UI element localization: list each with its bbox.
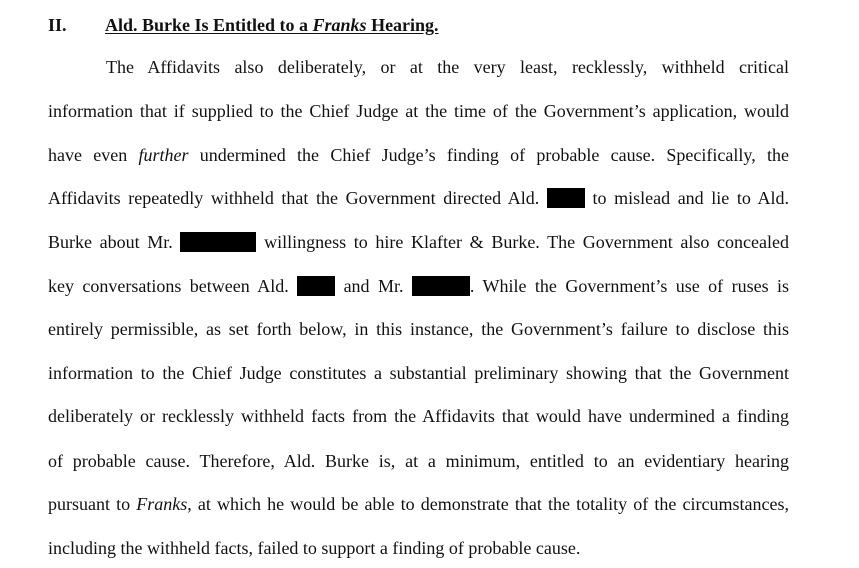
line-3-italic: further (138, 145, 189, 165)
paragraph-line-11 (48, 492, 789, 516)
line-4-text-b: to mislead and lie to Ald. (584, 188, 790, 208)
section-numeral: II. (48, 15, 67, 35)
paragraph-line-9: deliberately or recklessly withheld facts from the Affidavits that would have undermined a finding (48, 406, 789, 426)
paragraph-line-4 (48, 186, 789, 210)
section-heading (48, 13, 439, 37)
line-11-italic: Franks (136, 494, 188, 514)
line-6-text-b: and Mr. (335, 276, 412, 296)
redaction-block (412, 276, 470, 296)
paragraph-line-5 (48, 230, 789, 254)
paragraph-line-2: information that if supplied to the Chief Judge at the time of the Government’s application, would (48, 101, 789, 121)
line-11-text-b: , at which he would be able to demonstrate that the totality of the circumstances, (187, 494, 789, 514)
paragraph-line-10: of probable cause. Therefore, Ald. Burke is, at a minimum, entitled to an evidentiary hearing (48, 451, 789, 471)
section-title-pre: Ald. Burke Is Entitled to a (105, 15, 313, 35)
section-title-italic: Franks (312, 15, 367, 35)
line-6-text-a: key conversations between Ald. (48, 276, 298, 296)
line-11-text-a: pursuant to (48, 494, 137, 514)
paragraph-line-1: The Affidavits also deliberately, or at the very least, recklessly, withheld critical (106, 57, 789, 77)
paragraph-line-8: information to the Chief Judge constitutes a substantial preliminary showing that the Government (48, 363, 789, 383)
redaction-block (297, 276, 335, 296)
line-5-text-b: willingness to hire Klafter & Burke. The Government also concealed (256, 232, 789, 252)
paragraph-line-6 (48, 274, 789, 298)
line-3-text-b: undermined the Chief Judge’s finding of probable cause. Specifically, the (188, 145, 789, 165)
paragraph-line-7: entirely permissible, as set forth below, in this instance, the Government’s failure to disclose this (48, 319, 789, 339)
line-6-text-c: . While the Government’s use of ruses is (469, 276, 790, 296)
section-title-post: Hearing. (366, 15, 439, 35)
line-5-text-a: Burke about Mr. (48, 232, 181, 252)
paragraph-line-12: including the withheld facts, failed to support a finding of probable cause. (48, 538, 581, 558)
section-title (105, 15, 439, 35)
line-3-text-a: have even (48, 145, 139, 165)
paragraph-line-3 (48, 143, 789, 167)
redaction-block (547, 188, 585, 208)
redaction-block (180, 232, 256, 252)
line-4-text-a: Affidavits repeatedly withheld that the Government directed Ald. (48, 188, 547, 208)
